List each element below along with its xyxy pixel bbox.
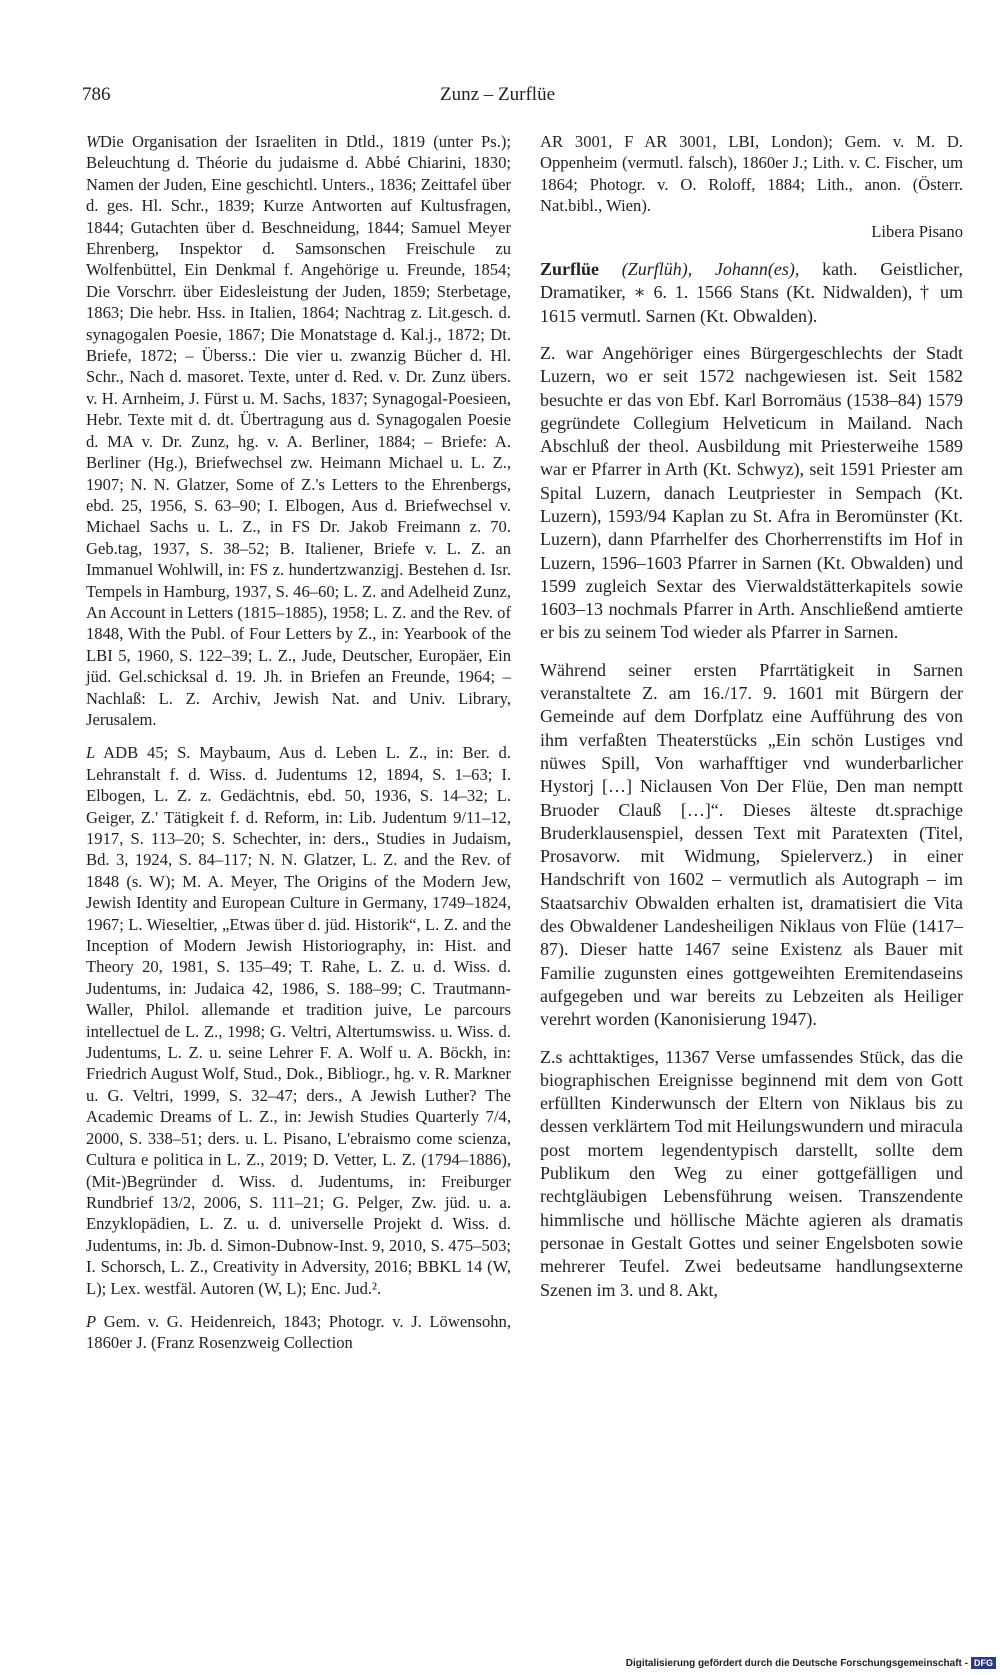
literature-marker: L xyxy=(86,743,96,763)
left-column xyxy=(86,131,511,1366)
play-paragraph: Während seiner ersten Pfarrtätigkeit in Sarnen veranstaltete Z. am 16./17. 9. 1601 mit Bürgern der Gemeinde auf dem Dorfplatz eine Aufführung des von ihm verfaßten Theaterstücks „Ein schön Lustiges vnd nüwes Spill, Von warhafftiger vnd wunderbarlicher Hystorj […] Niclausen Von Der Flüe, Den man nemptt Bruoder Clauß […]“. Dieses älteste dt.sprachige Bruderklausenspiel, dessen Text mit Paratexten (Titel, Prosavorw. mit Widmung, Spielerverz.) in einer Handschrift von 1602 – vermutlich als Autograph – im Staatsarchiv Obwalden erhalten ist, dramatisiert die Vita des Obwaldener Landesheiligen Niklaus von Flüe (1417–87). Dieser hatte 1467 seine Existenz als Bauer mit Familie zugunsten eines gottgeweihten Eremitendaseins aufgegeben und war bereits zu Lebzeiten als Heiliger verehrt worden (Kanonisierung 1947). xyxy=(540,659,963,1030)
article-author: Libera Pisano xyxy=(871,221,963,241)
page-number: 786 xyxy=(82,84,111,105)
running-head: Zunz – Zurflüe xyxy=(440,84,556,105)
literature-section xyxy=(86,742,511,1299)
right-column xyxy=(540,131,963,1316)
works-marker: W xyxy=(86,132,100,151)
entry-heading xyxy=(540,258,963,328)
dfg-logo: DFG xyxy=(971,1657,996,1669)
portraits-section xyxy=(86,1311,511,1354)
biography-paragraph: Z. war Angehöriger eines Bürgergeschlechts der Stadt Luzern, wo er seit 1572 nachgewiesen ist. Seit 1582 besuchte er das von Ebf. Karl Borromäus (1538–84) 1579 gegründete Collegium Helveticum in Mailand. Nach Abschluß der theol. Ausbildung mit Priesterweihe 1589 war er Pfarrer in Arth (Kt. Schwyz), seit 1591 Priester am Spital Luzern, danach Leutpriester in Sempach (Kt. Luzern), 1593/94 Kaplan zu St. Afra in Beromünster (Kt. Luzern), dann Pfarrhelfer des Chorherrenstifts im Hof in Luzern, 1596–1603 Pfarrer in Sarnen (Kt. Obwalden) und 1599 zugleich Sextar des Vierwaldstätterkapitels sowie 1603–13 nochmals Pfarrer in Arth. Anschließend amtierte er bis zu seinem Tod wieder als Pfarrer in Sarnen. xyxy=(540,342,963,643)
portraits-continued: AR 3001, F AR 3001, LBI, London); Gem. v. M. D. Oppenheim (vermutl. falsch), 1860er J.; Lith. v. C. Fischer, um 1864; Photogr. v. O. Roloff, 1884; Lith., anon. (Österr. Nat.bibl., Wien). xyxy=(540,132,963,216)
entry-headword: Zurflüe xyxy=(540,259,600,280)
literature-text: ADB 45; S. Maybaum, Aus d. Leben L. Z., in: Ber. d. Lehranstalt f. d. Wiss. d. Judentums 12, 1894, S. 1–63; I. Elbogen, L. Z. z. Gedächtnis, ebd. 50, 1936, S. 14–32; L. Geiger, Z.' Tätigkeit f. d. Reform, in: Lib. Judentum 9/11–12, 1917, S. 113–20; S. Schechter, in: ders., Studies in Judaism, Bd. 3, 1924, S. 84–117; N. N. Glatzer, L. Z. and the Rev. of 1848 (s. W); M. A. Meyer, The Origins of the Modern Jew, Jewish Identity and European Culture in Germany, 1749–1824, 1967; L. Wieseltier, „Etwas über d. jüd. Historik“, L. Z. and the Inception of Modern Jewish Historiography, in: Hist. and Theory 20, 1981, S. 135–49; T. Rahe, L. Z. u. d. Wiss. d. Judentums, in: Judaica 42, 1986, S. 188–99; C. Trautmann-Waller, Philol. allemande et tradition juive, Le parcours intellectuel de L. Z., 1998; G. Veltri, Altertumswiss. u. Wiss. d. Judentums, L. Z. u. seine Lehrer F. A. Wolf u. A. Böckh, in: Friedrich August Wolf, Stud., Dok., Bibliogr., hg. v. R. Markner u. G. Veltri, 1999, S. 32–47; ders., A Jewish Luther? The Academic Dreams of L. Z., in: Jewish Studies Quarterly 7/4, 2000, S. 338–51; ders. u. L. Pisano, L'ebraismo come scienza, Cultura e politica in L. Z., 2019; D. Vetter, L. Z. (1794–1886), (Mit-)Begründer d. Wiss. d. Judentums, in: Freiburger Rundbrief 13/2, 2006, S. 111–21; G. Pelger, Zw. jüd. u. a. Enzyklopädien, L. Z. u. d. universelle Projekt d. Wiss. d. Judentums, in: Jb. d. Simon-Dubnow-Inst. 9, 2010, S. 475–503; I. Schorsch, L. Z., Creativity in Adversity, 2016; BBKL 14 (W, L); Lex. westfäl. Autoren (W, L); Enc. Jud.². xyxy=(86,743,511,1298)
content-paragraph: Z.s achttaktiges, 11367 Verse umfassendes Stück, das die biographischen Ereignisse beginnend mit dem von Gott erfüllten Kinderwunsch der Eltern von Niklaus bis zu dessen verklärtem Tod mit Heilungswundern und miracula post mortem legendentypisch darstellt, sollte dem Publikum den Weg zu einer gottgefälligen und rechtgläubigen Lebensführung weisen. Transzendente himmlische und höllische Mächte agieren als dramatis personae in Gestalt Gottes und seiner Engelsboten sowie mehrerer Teufel. Zwei bedeutsame handlungsexterne Szenen im 3. und 8. Akt, xyxy=(540,1046,963,1300)
portraits-marker: P xyxy=(86,1311,97,1331)
portraits-text: Gem. v. G. Heidenreich, 1843; Photogr. v. J. Löwensohn, 1860er J. (Franz Rosenzweig Collection xyxy=(86,1311,511,1353)
works-text: Die Organisation der Israeliten in Dtld., 1819 (unter Ps.); Beleuchtung d. Théorie du judaisme d. Abbé Chiarini, 1830; Namen der Juden, Eine geschichtl. Unters., 1836; Zeittafel über d. ges. Hl. Schr., 1839; Kurze Antworten auf Kultusfragen, 1844; Gutachten über d. Beschneidung, 1844; Samuel Meyer Ehrenberg, Inspektor d. Samsonschen Freischule zu Wolfenbüttel, Ein Denkmal f. Angehörige u. Freunde, 1854; Die Vorschrr. über Eidesleistung der Juden, 1859; Sterbetage, 1863; Die hebr. Hss. in Italien, 1864; Nachtrag z. Lit.gesch. d. synagogalen Poesie, 1867; Die Monatstage d. Kal.j., 1872; Dt. Briefe, 1872; – Überss.: Die vier u. zwanzig Bücher d. Hl. Schr., Nach d. masoret. Texte, unter d. Red. v. Dr. Zunz übers. v. H. Arnheim, J. Fürst u. M. Sachs, 1837; Synagogal-Poesieen, Hebr. Texte mit d. dt. Übertragung aus d. Synagogalen Poesie d. MA v. Dr. Zunz, hg. v. A. Berliner, 1884; – Briefe: A. Berliner (Hg.), Briefwechsel zw. Heimann Michael u. L. Z., 1907; N. N. Glatzer, Some of Z.'s Letters to the Ehrenbergs, ebd. 25, 1956, S. 63–90; I. Elbogen, Aus d. Briefwechsel v. Michael Sachs u. L. Z., in FS Dr. Jakob Freimann z. 70. Geb.tag, 1937, S. 38–52; B. Italiener, Briefe v. L. Z. an Immanuel Wohlwill, in: FS z. hundertzwanzigj. Bestehen d. Isr. Tempels in Hamburg, 1937, S. 46–60; L. Z. and Adelheid Zunz, An Account in Letters (1815–1885), 1958; L. Z. and the Rev. of 1848, With the Publ. of Four Letters by Z., in: Yearbook of the LBI 5, 1960, S. 122–39; L. Z., Jude, Deutscher, Europäer, Ein jüd. Gel.schicksal d. 19. Jh. in Briefen an Freunde, 1964; – Nachlaß: L. Z. Archiv, Jewish Nat. and Univ. Library, Jerusalem. xyxy=(86,132,511,729)
footer-text: Digitalisierung gefördert durch die Deutsche Forschungsgemeinschaft - xyxy=(625,1658,968,1669)
entry-variants: (Zurflüh), Johann(es), xyxy=(621,259,800,280)
zurfluee-entry xyxy=(540,258,963,1302)
entry-intro: kath. Geistlicher, Dramatiker, ∗ 6. 1. 1566 Stans (Kt. Nidwalden), † um 1615 vermutl. Sarnen (Kt. Obwalden). xyxy=(540,259,963,326)
digitization-footer xyxy=(626,1657,996,1669)
works-section xyxy=(86,131,511,730)
